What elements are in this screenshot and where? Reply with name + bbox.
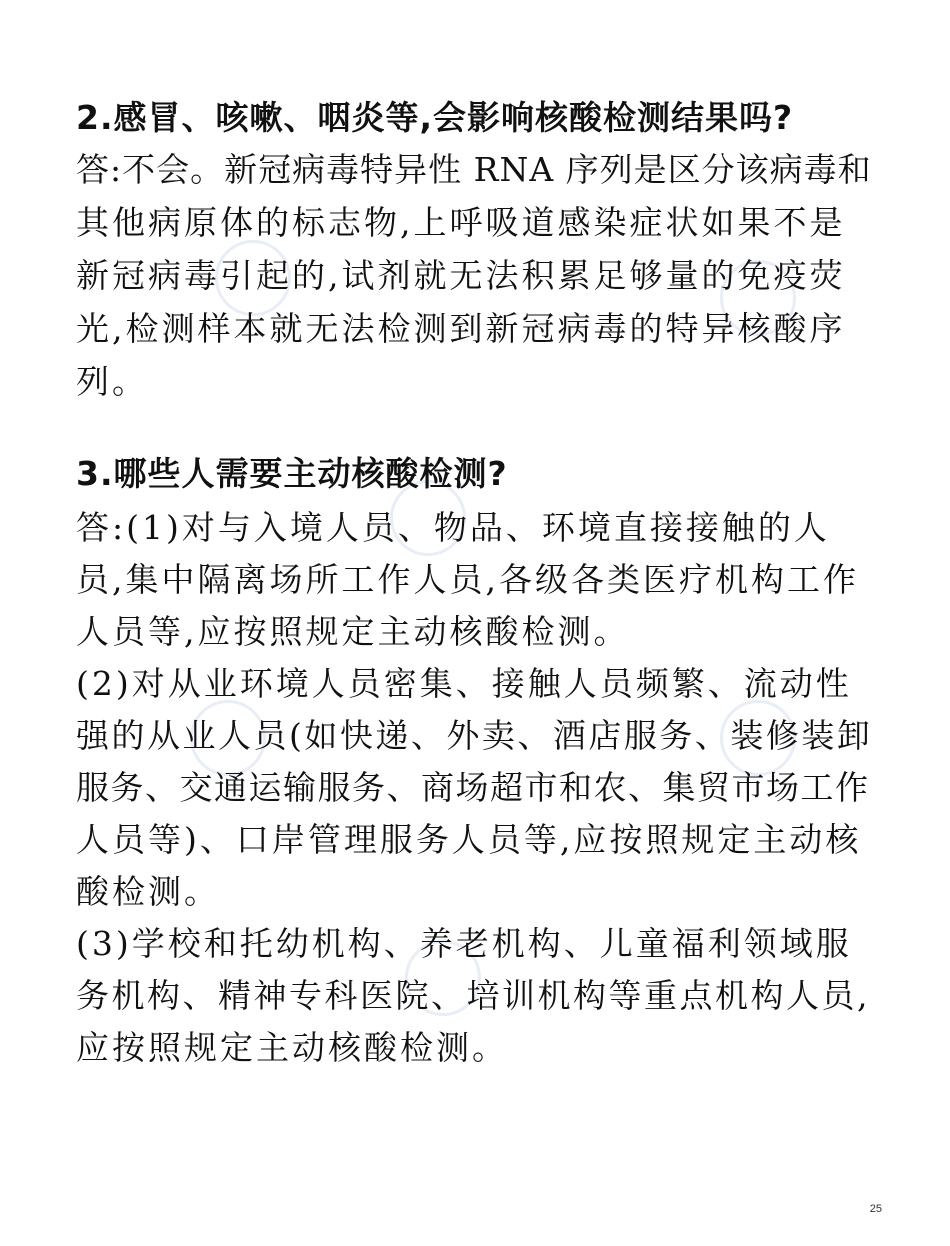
question-2-heading: 2.感冒、咳嗽、咽炎等,会影响核酸检测结果吗? (76, 98, 794, 137)
answer-2-line: 光,检测样本就无法检测到新冠病毒的特异核酸序 (76, 309, 846, 348)
answer-3-line: 酸检测。 (76, 872, 220, 911)
page-number: 25 (869, 1203, 882, 1215)
answer-2-line: 列。 (76, 362, 148, 401)
answer-3-line: (3)学校和托幼机构、养老机构、儿童福利领域服 (76, 924, 852, 963)
answer-3-line: (2)对从业环境人员密集、接触人员频繁、流动性 (76, 664, 852, 703)
answer-2-line: 答:不会。新冠病毒特异性 RNA 序列是区分该病毒和 (76, 150, 872, 189)
answer-3-line: 员,集中隔离场所工作人员,各级各类医疗机构工作 (76, 560, 859, 599)
answer-3-line: 人员等,应按照规定主动核酸检测。 (76, 612, 630, 651)
answer-3-line: 应按照规定主动核酸检测。 (76, 1028, 508, 1067)
answer-2-line: 其他病原体的标志物,上呼吸道感染症状如果不是 (76, 203, 846, 242)
answer-3-line: 服务、交通运输服务、商场超市和农、集贸市场工作 (76, 768, 870, 807)
answer-3-line: 务机构、精神专科医院、培训机构等重点机构人员, (76, 976, 870, 1015)
answer-3-line: 答:(1)对与入境人员、物品、环境直接接触的人 (76, 508, 830, 547)
answer-3-line: 人员等)、口岸管理服务人员等,应按照规定主动核 (76, 820, 862, 859)
answer-2-line: 新冠病毒引起的,试剂就无法积累足够量的免疫荧 (76, 256, 846, 295)
answer-3-line: 强的从业人员(如快递、外卖、酒店服务、装修装卸 (76, 716, 873, 755)
question-3-heading: 3.哪些人需要主动核酸检测? (76, 454, 508, 493)
